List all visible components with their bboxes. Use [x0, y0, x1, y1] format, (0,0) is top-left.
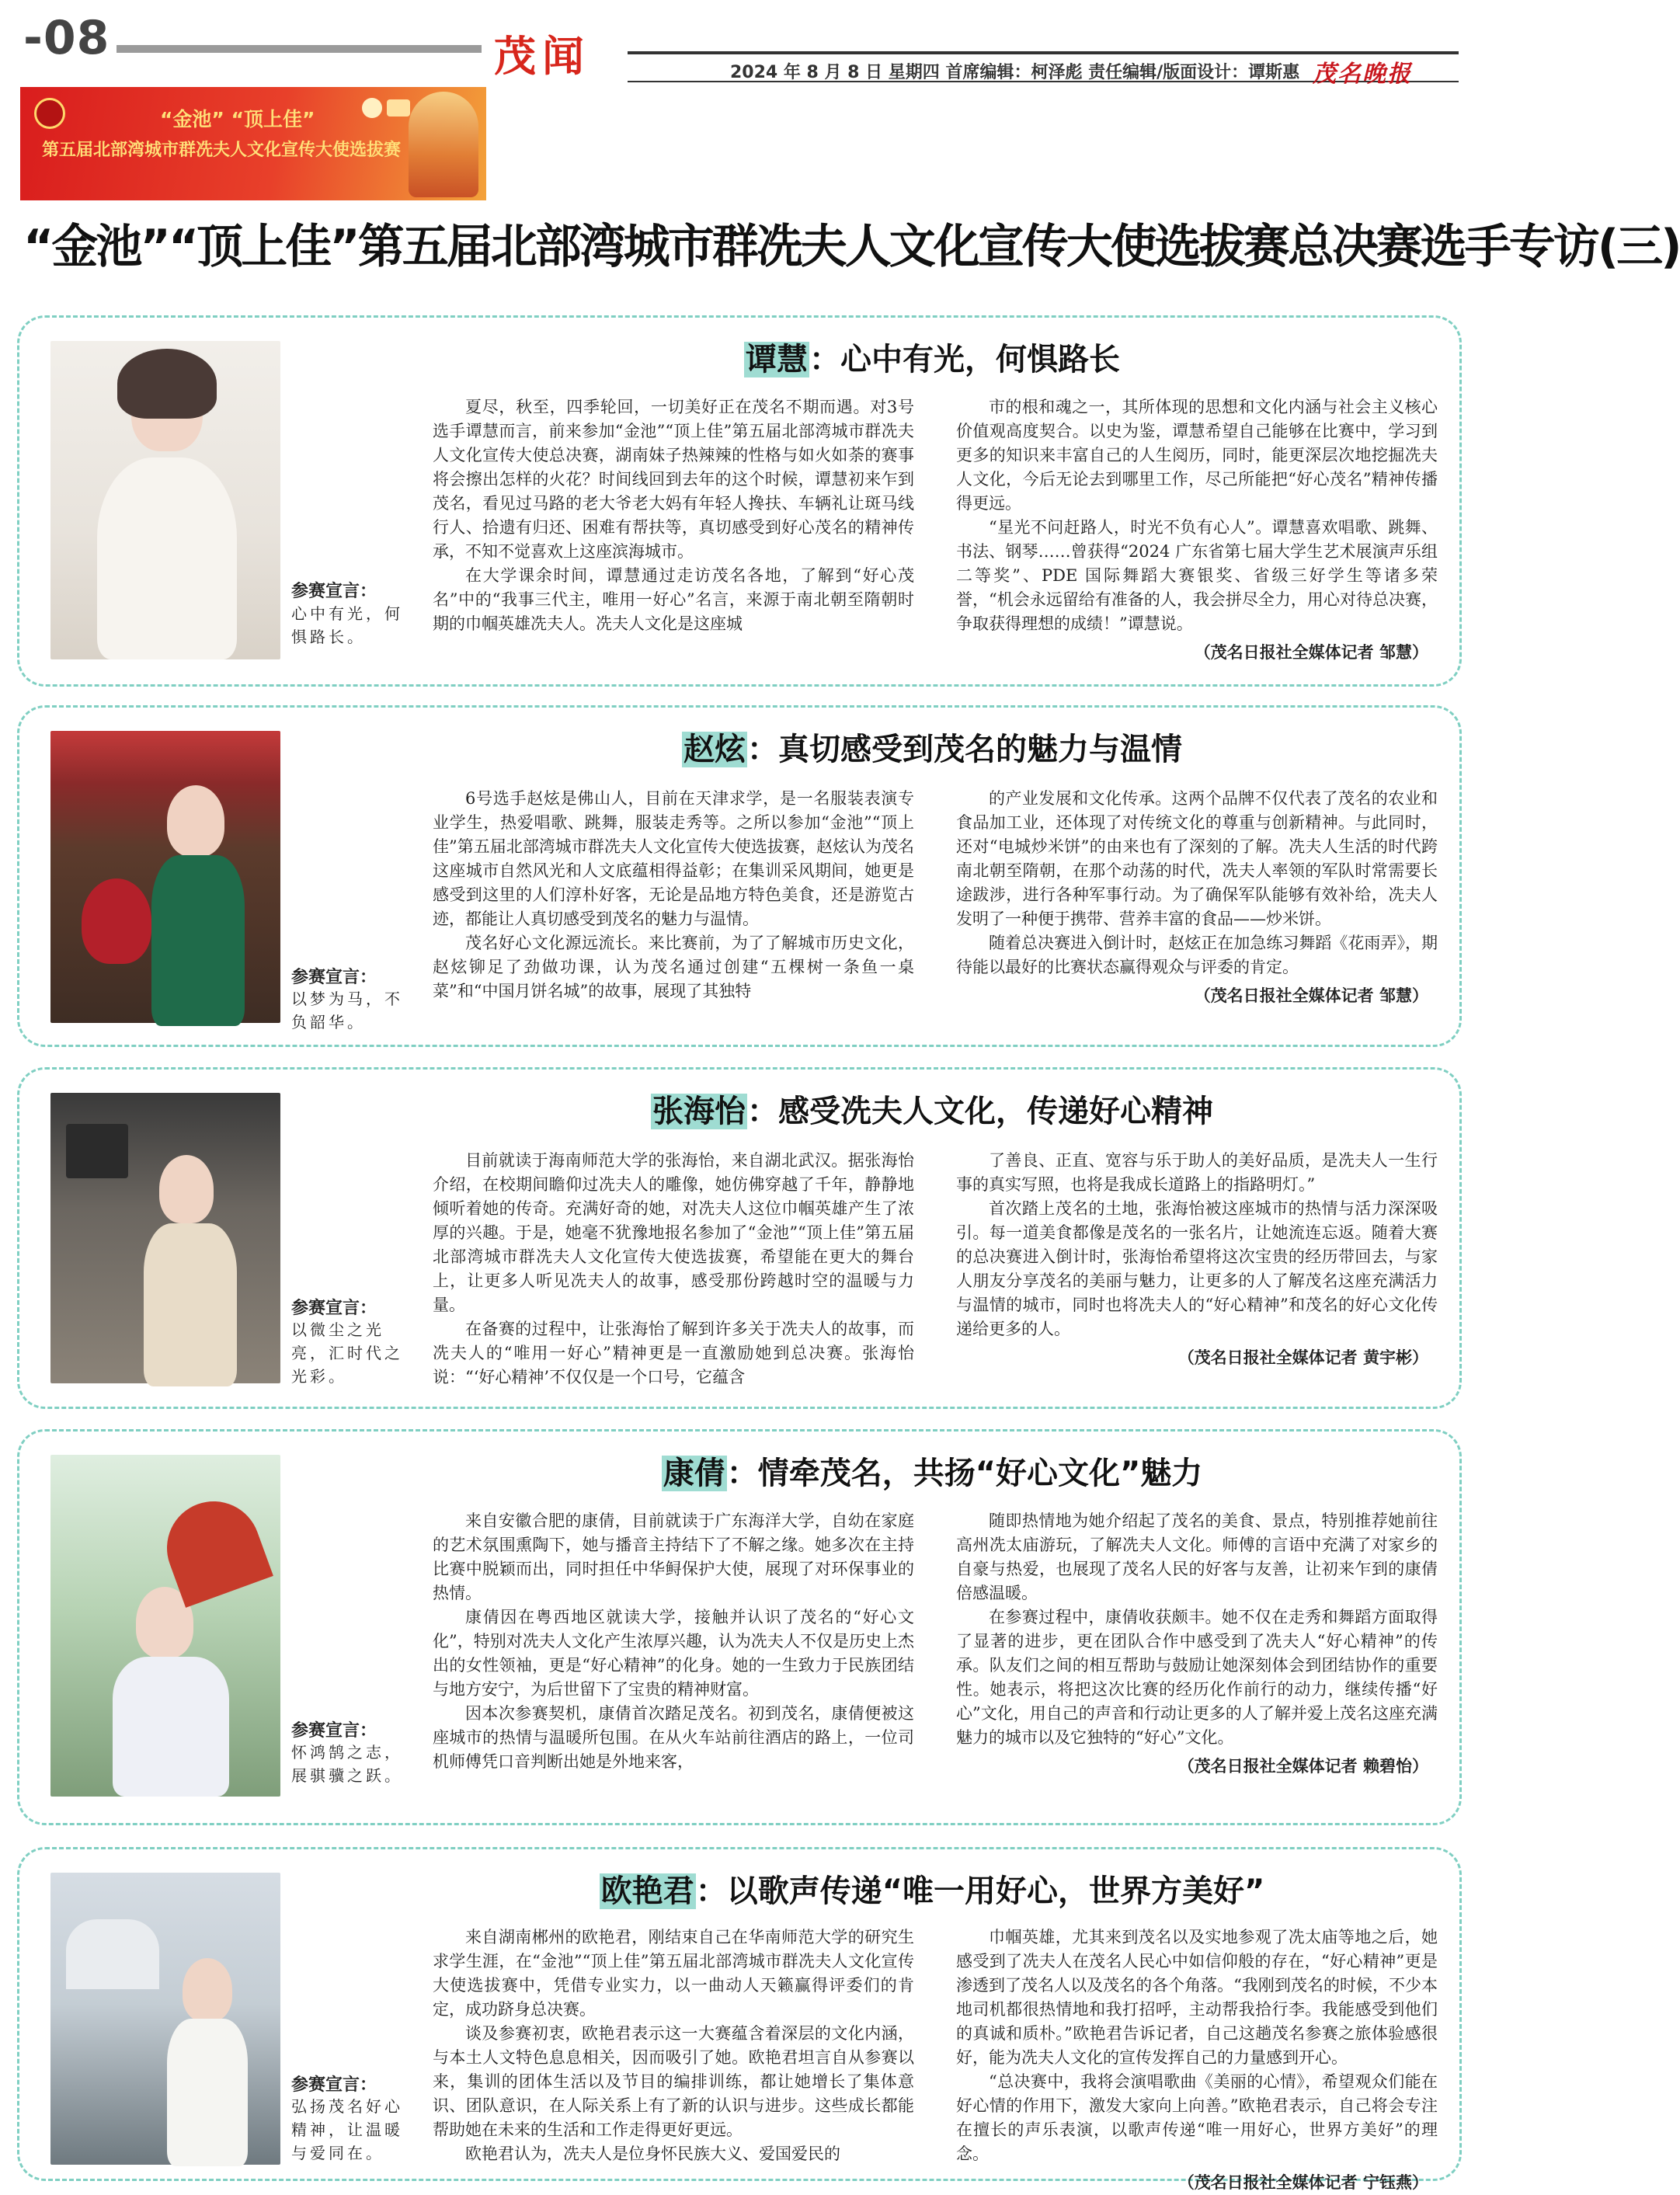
interview-title: 康倩：情牵茂名，共扬“好心文化”魅力	[663, 1456, 1203, 1491]
interview-title: 赵炫：真切感受到茂名的魅力与温情	[683, 732, 1182, 767]
banner-line-1: “金池” “顶上佳”	[160, 108, 315, 130]
paragraph: 在大学课余时间，谭慧通过走访茂名各地，了解到“好心茂名”中的“我事三代主，唯用一好心”名言，来源于南北朝至隋朝时期的巾帼英雄冼夫人。冼夫人文化是这座城	[433, 566, 914, 633]
paragraph: 来自湖南郴州的欧艳君，刚结束自己在华南师范大学的研究生求学生涯，在“金池”“顶上佳”第五届北部湾城市群冼夫人文化宣传大使选拔赛中，凭借专业实力，以一曲动人天籁赢得评委们的肯定，成功跻身总决赛。	[433, 1928, 914, 2019]
motto-text: 怀鸿鹄之志，展骐骥之跃。	[291, 1743, 403, 1785]
interview-box-5	[17, 1847, 1462, 2192]
paragraph: 谈及参赛初衷，欧艳君表示这一大赛蕴含着深层的文化内涵，与本土人文特色息息相关，因而吸引了她。欧艳君坦言自从参赛以来，集训的团体生活以及节目的编排训练，都让她增长了集体意识、团队意识，在人际关系上有了新的认识与进步。这些成长都能帮助她在未来的生活和工作走得更好更远。	[433, 2024, 914, 2139]
emblem-icon	[34, 98, 65, 129]
paragraph: 目前就读于海南师范大学的张海怡，来自湖北武汉。据张海怡介绍，在校期间瞻仰过冼夫人的雕像，她仿佛穿越了千年，静静地倾听着她的传奇。充满好奇的她，对冼夫人这位巾帼英雄产生了浓厚的兴趣。于是，她毫不犹豫地报名参加了“金池”“顶上佳”第五届北部湾城市群冼夫人文化宣传大使选拔赛，希望能在更大的舞台上，让更多人听见冼夫人的故事，感受那份跨越时空的温暖与力量。	[433, 1151, 914, 1314]
paragraph: 在备赛的过程中，让张海怡了解到许多关于冼夫人的故事，而冼夫人的“唯用一好心”精神更是一直激励她到总决赛。张海怡说：“‘好心精神’不仅仅是一个口号，它蕴含	[433, 1320, 914, 1386]
contestant-name: 赵炫	[683, 732, 746, 767]
contestant-photo	[50, 731, 280, 1023]
paragraph: 因本次参赛契机，康倩首次踏足茂名。初到茂名，康倩便被这座城市的热情与温暖所包围。在从火车站前往酒店的路上，一位司机师傅凭口音判断出她是外地来客，	[433, 1704, 914, 1771]
byline: （茂名日报社全媒体记者 邹慧）	[1194, 986, 1428, 1005]
contestant-photo	[50, 1093, 280, 1383]
column-right	[956, 1149, 1438, 1405]
paragraph: 首次踏上茂名的土地，张海怡被这座城市的热情与活力深深吸引。每一道美食都像是茂名的一张名片，让她流连忘返。随着大赛的总决赛进入倒计时，张海怡希望将这次宝贵的经历带回去，与家人朋友分享茂名的美丽与魅力，让更多的人了解茂名这座充满活力与温情的城市，同时也将冼夫人的“好心精神”和茂名的好心文化传递给更多的人。	[956, 1199, 1438, 1338]
contestant-name: 谭慧	[746, 342, 808, 377]
column-left	[433, 395, 914, 675]
motto-label: 参赛宣言：	[291, 1299, 377, 1318]
page-number: -08	[23, 11, 110, 65]
paragraph: 来自安徽合肥的康倩，目前就读于广东海洋大学，自幼在家庭的艺术氛围熏陶下，她与播音主持结下了不解之缘。她多次在主持比赛中脱颖而出，同时担任中华鲟保护大使，展现了对环保事业的热情。	[433, 1511, 914, 1602]
column-left	[433, 1509, 914, 1814]
statue-illustration	[409, 92, 478, 197]
interview-title: 谭慧：心中有光，何惧路长	[746, 342, 1120, 377]
paragraph: 巾帼英雄，尤其来到茂名以及实地参观了冼太庙等地之后，她感受到了冼夫人在茂名人民心中如信仰般的存在，“好心精神”更是渗透到了茂名人以及茂名的各个角落。“我刚到茂名的时候，不少本地司机都很热情地和我打招呼，主动帮我拾行李。我能感受到他们的真诚和质朴。”欧艳君告诉记者，自己这趟茂名参赛之旅体验感很好，能为冼夫人文化的宣传发挥自己的力量感到开心。	[956, 1928, 1438, 2067]
contestant-photo	[50, 1455, 280, 1797]
interview-box-2	[17, 705, 1462, 1047]
paragraph: 市的根和魂之一，其所体现的思想和文化内涵与社会主义核心价值观高度契合。以史为鉴，谭慧希望自己能够在比赛中，学习到更多的知识来丰富自己的人生阅历，同时，能更深层次地挖掘冼夫人文化，今后无论去到哪里工作，尽己所能把“好心茂名”精神传播得更远。	[956, 398, 1438, 513]
motto-text: 以微尘之光亮，汇时代之光彩。	[291, 1320, 403, 1386]
section-name: 茂闻	[494, 32, 590, 81]
interview-subtitle: 情牵茂名，共扬“好心文化”魅力	[757, 1456, 1203, 1491]
dateline: 2024 年 8 月 8 日 星期四 首席编辑：柯泽彪 责任编辑/版面设计：谭斯惠	[730, 63, 1300, 82]
paragraph: 在参赛过程中，康倩收获颇丰。她不仅在走秀和舞蹈方面取得了显著的进步，更在团队合作中感受到了冼夫人“好心精神”的传承。队友们之间的相互帮助与鼓励让她深刻体会到团结协作的重要性。她表示，将把这次比赛的经历化作前行的动力，继续传播“好心”文化，用自己的声音和行动让更多的人了解并爱上茂名这座充满魅力的城市以及它独特的“好心”文化。	[956, 1608, 1438, 1747]
paragraph: 的产业发展和文化传承。这两个品牌不仅代表了茂名的农业和食品加工业，还体现了对传统文化的尊重与创新精神。与此同时，还对“电城炒米饼”的由来也有了深刻的了解。冼夫人生活的时代跨南北朝至隋朝，在那个动荡的时代，冼夫人率领的军队时常需要长途跋涉，进行各种军事行动。为了确保军队能够有效补给，冼夫人发明了一种便于携带、营养丰富的食品——炒米饼。	[956, 789, 1438, 928]
interview-box-1	[17, 315, 1462, 687]
interview-box-3	[17, 1067, 1462, 1409]
column-left	[433, 1925, 914, 2172]
motto-text: 心中有光，何惧路长。	[291, 604, 403, 646]
contestant-name: 欧艳君	[600, 1873, 694, 1909]
contestant-photo	[50, 341, 280, 659]
paragraph: 了善良、正直、宽容与乐于助人的美好品质，是冼夫人一生行事的真实写照，也将是我成长道路上的指路明灯。”	[956, 1151, 1438, 1194]
byline: （茂名日报社全媒体记者 邹慧）	[1194, 643, 1428, 662]
paragraph: “总决赛中，我将会演唱歌曲《美丽的心情》，希望观众们能在好心情的作用下，激发大家向上向善。”欧艳君表示，自己将会专注在擅长的声乐表演，以歌声传递“唯一用好心，世界方美好”的理念。	[956, 2072, 1438, 2163]
column-left	[433, 1149, 914, 1399]
motto-text: 以梦为马，不负韶华。	[291, 990, 403, 1031]
interview-title: 欧艳君：以歌声传递“唯一用好心，世界方美好”	[600, 1873, 1265, 1909]
column-right	[956, 787, 1438, 1043]
motto-label: 参赛宣言：	[291, 582, 377, 601]
paragraph: 欧艳君认为，冼夫人是位身怀民族大义、爱国爱民的	[465, 2145, 840, 2163]
interview-subtitle: 真切感受到茂名的魅力与温情	[778, 732, 1182, 767]
paragraph: 随即热情地为她介绍起了茂名的美食、景点，特别推荐她前往高州冼太庙游玩，了解冼夫人文化。师傅的言语中充满了对家乡的自豪与热爱，也展现了茂名人民的好客与友善，让初来乍到的康倩倍感温暖。	[956, 1511, 1438, 1602]
interview-subtitle: 感受冼夫人文化，传递好心精神	[778, 1094, 1213, 1129]
byline: （茂名日报社全媒体记者 赖碧怡）	[1177, 1757, 1428, 1776]
motto-label: 参赛宣言：	[291, 968, 377, 987]
paragraph: 茂名好心文化源远流长。来比赛前，为了了解城市历史文化，赵炫铆足了劲做功课，认为茂名通过创建“五棵树一条鱼一桌菜”和“中国月饼名城”的故事，展现了其独特	[433, 934, 914, 1000]
paper-logo: 茂名晚报	[1313, 61, 1412, 88]
byline: （茂名日报社全媒体记者 黄宇彬）	[1177, 1348, 1428, 1367]
column-right	[956, 1925, 1438, 2192]
interview-box-4	[17, 1429, 1462, 1825]
paragraph: 6号选手赵炫是佛山人，目前在天津求学，是一名服装表演专业学生，热爱唱歌、跳舞，服装走秀等。之所以参加“金池”“顶上佳”第五届北部湾城市群冼夫人文化宣传大使选拔赛，赵炫认为茂名这座城市自然风光和人文底蕴相得益彰；在集训采风期间，她更是感受到这里的人们淳朴好客，无论是品地方特色美食，还是游览古迹，都能让人真切感受到茂名的魅力与温情。	[433, 789, 914, 928]
paragraph: 随着总决赛进入倒计时，赵炫正在加急练习舞蹈《花雨弄》，期待能以最好的比赛状态赢得观众与评委的肯定。	[956, 934, 1438, 976]
contestant-name: 张海怡	[652, 1094, 746, 1129]
banner-line-2: 第五届北部湾城市群冼夫人文化宣传大使选拔赛	[42, 141, 402, 160]
byline: （茂名日报社全媒体记者 宁钰燕）	[1177, 2173, 1428, 2192]
event-banner	[20, 87, 486, 200]
paragraph: 康倩因在粤西地区就读大学，接触并认识了茂名的“好心文化”，特别对冼夫人文化产生浓厚兴趣，认为冼夫人不仅是历史上杰出的女性领袖，更是“好心精神”的化身。她的一生致力于民族团结与地方安宁，为后世留下了宝贵的精神财富。	[433, 1608, 914, 1699]
sponsor-logo-icon	[362, 98, 382, 118]
column-left	[433, 787, 914, 1035]
masthead	[0, 0, 1478, 88]
motto-text: 弘扬茂名好心精神，让温暖与爱同在。	[291, 2097, 403, 2162]
interview-subtitle: 心中有光，何惧路长	[840, 342, 1120, 377]
column-right	[956, 395, 1438, 683]
paragraph: 夏尽，秋至，四季轮回，一切美好正在茂名不期而遇。对3号选手谭慧而言，前来参加“金池”“顶上佳”第五届北部湾城市群冼夫人文化宣传大使总决赛，湖南妹子热辣辣的性格与如火如荼的赛事将会擦出怎样的火花？时间线回到去年的这个时候，谭慧初来乍到茂名，看见过马路的老大爷老大妈有年轻人搀扶、车辆礼让斑马线行人、拾遗有归还、困难有帮扶等，真切感受到好心茂名的精神传承，不知不觉喜欢上这座滨海城市。	[433, 398, 914, 561]
contestant-photo	[50, 1873, 280, 2165]
interview-title: 张海怡：感受冼夫人文化，传递好心精神	[652, 1094, 1213, 1129]
main-headline: “金池”“顶上佳”第五届北部湾城市群冼夫人文化宣传大使选拔赛总决赛选手专访(三)	[23, 220, 1680, 274]
sponsor-logo-icon	[387, 99, 410, 117]
masthead-rule	[117, 45, 482, 53]
motto-label: 参赛宣言：	[291, 2075, 377, 2095]
interview-subtitle: 以歌声传递“唯一用好心，世界方美好”	[726, 1873, 1265, 1909]
motto-label: 参赛宣言：	[291, 1721, 377, 1741]
column-right	[956, 1509, 1438, 1820]
paragraph: “星光不问赶路人，时光不负有心人”。谭慧喜欢唱歌、跳舞、书法、钢琴……曾获得“2024 广东省第七届大学生艺术展演声乐组二等奖”、PDE 国际舞蹈大赛银奖、省级三好学生等诸多荣誉，“机会永远留给有准备的人，我会拼尽全力，用心对待总决赛，争取获得理想的成绩！”谭慧说。	[956, 518, 1438, 633]
contestant-name: 康倩	[663, 1456, 725, 1491]
